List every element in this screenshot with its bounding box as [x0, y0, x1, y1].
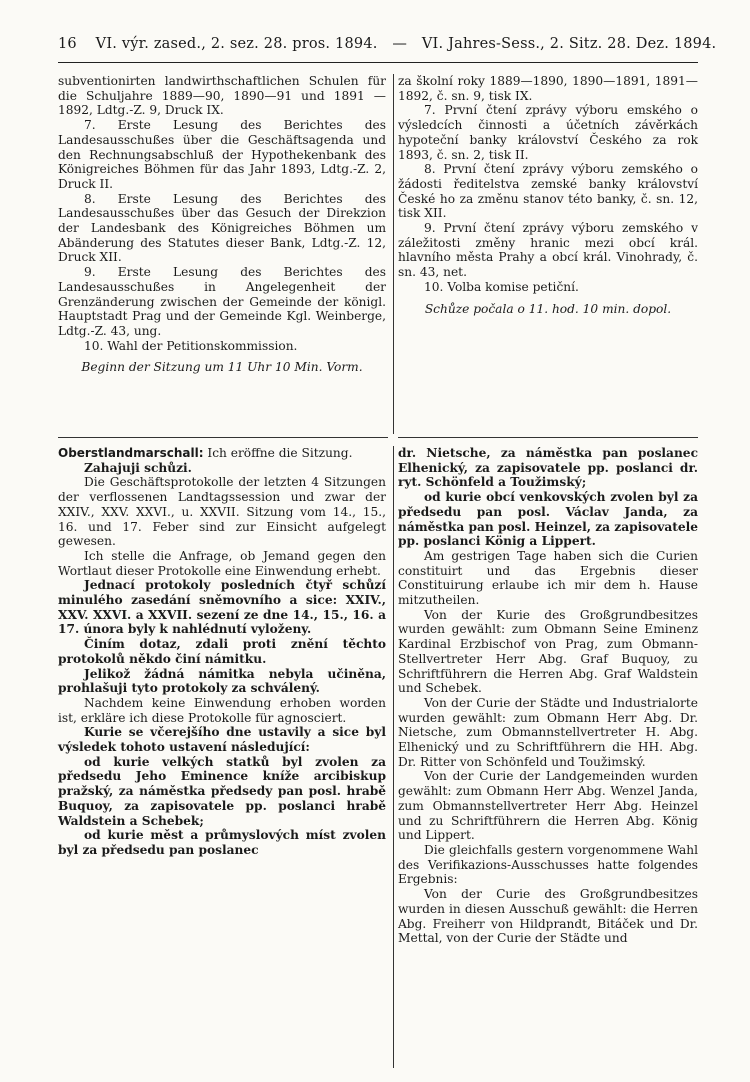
page-header [58, 36, 717, 52]
main-left-paragraph: Nachdem keine Einwendung erhoben worden ist, erkläre ich diese Protokolle für agnosciert. [58, 695, 386, 725]
top-left-column [58, 74, 386, 375]
main-right-paragraph: Am gestrigen Tage haben sich die Curien constituirt und das Ergebnis dieser Constituirung erlaube ich mir dem h. Hause mitzutheilen. [398, 548, 698, 608]
column-divider-main [393, 446, 394, 1068]
column-divider-top [393, 74, 394, 434]
top-right-paragraph: 7. První čtení zprávy výboru emského o výsledcích činnosti a účetních závěrkách hypoteční banky království Českého za rok 1893, č. sn. 2, tisk II. [398, 103, 698, 162]
main-right-paragraph: Von der Curie des Großgrundbesitzes wurden in diesen Ausschuß gewählt: die Herren Abg. Freiherr von Hildprandt, Bitáček und Dr. Mettal, von der Curie der Städte und [398, 887, 698, 946]
header-left: VI. výr. zased., 2. sez. 28. pros. 1894. [95, 36, 378, 52]
section-rule-right [398, 437, 698, 438]
main-right-paragraph: Die gleichfalls gestern vorgenommene Wahl des Verifikazions-Ausschusses hatte folgendes Ergebnis: [398, 842, 698, 887]
main-right-paragraph: Von der Kurie des Großgrundbesitzes wurden gewählt: zum Obmann Seine Eminenz Kardinal Erzbischof von Prag, zum Obmann-Stellvertreter Herr Abg. Graf Buquoy, zu Schriftführern die Herren Abg. Graf Waldstein und Schebek. [398, 607, 698, 696]
main-left-paragraph: Zahajuji schůzi. [84, 460, 192, 475]
main-right-paragraph: od kurie obcí venkovských zvolen byl za předsedu pan posl. Václav Janda, za náměstka pan posl. Heinzel, za zapisovatele pp. poslanci König a Lippert. [398, 490, 698, 549]
main-right-paragraph: dr. Nietsche, za náměstka pan poslanec Elhenický, za zapisovatele pp. poslanci dr. ryt. Schönfeld a Toužimský; [398, 446, 698, 490]
main-left-paragraph: Die Geschäftsprotokolle der letzten 4 Sitzungen der verflossenen Landtagssession und zwar der XXIV., XXV. XXVI., u. XXVII. Sitzung vom 14., 15., 16. und 17. Feber sind zur Einsicht aufgelegt gewesen. [58, 475, 386, 549]
main-right-paragraph: Von der Curie der Städte und Industrialorte wurden gewählt: zum Obmann Herr Abg. Dr. Nietsche, zum Obmannstellvertreter H. Abg. Elhenický und zu Schriftführern die HH. Abg. Dr. Ritter von Schönfeld und Toužimský. [398, 695, 698, 769]
main-left-paragraph: od kurie velkých statků byl zvolen za předsedu Jeho Eminence kníže arcibiskup pražský, za náměstka předsedy pan posl. hrabě Buquoy, za zapisovatele pp. poslanci hrabě Waldstein a Schebek; [58, 754, 386, 828]
page-number: 16 [58, 36, 77, 52]
main-left-paragraph: od kurie měst a průmyslových míst zvolen byl za předsedu pan poslanec [58, 828, 386, 857]
top-left-paragraph: 7. Erste Lesung des Berichtes des Landesausschußes über die Geschäftsagenda und den Rechnungsabschluß der Hypothekenbank des Königreiches Böhmen für das Jahr 1893, Ldtg.-Z. 2, Druck II. [58, 118, 386, 191]
header-rule [58, 62, 698, 63]
top-right-column [398, 74, 698, 316]
section-rule-left [58, 437, 388, 438]
main-left-paragraph: Činím dotaz, zdali proti znění těchto protokolů někdo činí námitku. [58, 637, 386, 666]
top-right-paragraph: 10. Volba komise petiční. [424, 279, 579, 294]
header-right: VI. Jahres-Sess., 2. Sitz. 28. Dez. 1894. [421, 36, 717, 52]
top-right-paragraph: Schůze počala o 11. hod. 10 min. dopol. [424, 301, 672, 316]
speaker-opening: Ich eröffne die Sitzung. [203, 446, 353, 460]
top-left-paragraph: 10. Wahl der Petitionskommission. [84, 338, 298, 353]
top-left-paragraph: 9. Erste Lesung des Berichtes des Landesausschußes in Angelegenheit der Grenzänderung zwischen der Gemeinde der königl. Hauptstadt Prag und der Gemeinde Kgl. Weinberge, Ldtg.-Z. 43, ung. [58, 265, 386, 338]
main-right-paragraph: Von der Curie der Landgemeinden wurden gewählt: zum Obmann Herr Abg. Wenzel Janda, zum Obmannstellvertreter Herr Abg. Heinzel und zu Schriftführern die Herren Abg. König und Lippert. [398, 769, 698, 843]
speaker-name: Oberstlandmarschall: [58, 446, 204, 460]
main-left-paragraph: Jednací protokoly posledních čtyř schůzí minulého zasedání sněmovního a sice: XXIV., XXV. XXVI. a XXVII. sezení ze dne 14., 15., 16. a 17. února byly k nahlédnutí vyloženy. [58, 578, 386, 637]
top-left-paragraph: Beginn der Sitzung um 11 Uhr 10 Min. Vorm. [81, 360, 363, 375]
top-right-paragraph: za školní roky 1889—1890, 1890—1891, 1891—1892, č. sn. 9, tisk IX. [398, 74, 698, 103]
top-right-paragraph: 8. První čtení zprávy výboru zemského o žádosti ředitelstva zemské banky království České ho za změnu stanov této banky, č. sn. 12, tisk XII. [398, 162, 698, 221]
main-left-paragraph: Kurie se včerejšího dne ustavily a sice byl výsledek tohoto ustavení následující: [58, 725, 386, 755]
main-left-paragraph: Ich stelle die Anfrage, ob Jemand gegen den Wortlaut dieser Protokolle eine Einwendung erhebt. [58, 548, 386, 578]
main-left-column [58, 446, 386, 858]
top-right-paragraph: 9. První čtení zprávy výboru zemského v záležitosti změny hranic mezi obcí král. hlavního města Prahy a obcí král. Vinohrady, č. sn. 43, net. [398, 221, 698, 280]
main-right-column [398, 446, 698, 946]
header-dash: — [392, 36, 408, 52]
main-left-paragraph: Jelikož žádná námitka nebyla učiněna, prohlašuji tyto protokoly za schválený. [58, 666, 386, 696]
top-left-paragraph: 8. Erste Lesung des Berichtes des Landesausschußes über das Gesuch der Direkzion der Landesbank des Königreiches Böhmen um Abänderung des Statutes dieser Bank, Ldtg.-Z. 12, Druck XII. [58, 191, 386, 265]
top-left-paragraph: subventionirten landwirthschaftlichen Schulen für die Schuljahre 1889—90, 1890—91 und 1891 —1892, Ldtg.-Z. 9, Druck IX. [58, 74, 386, 118]
